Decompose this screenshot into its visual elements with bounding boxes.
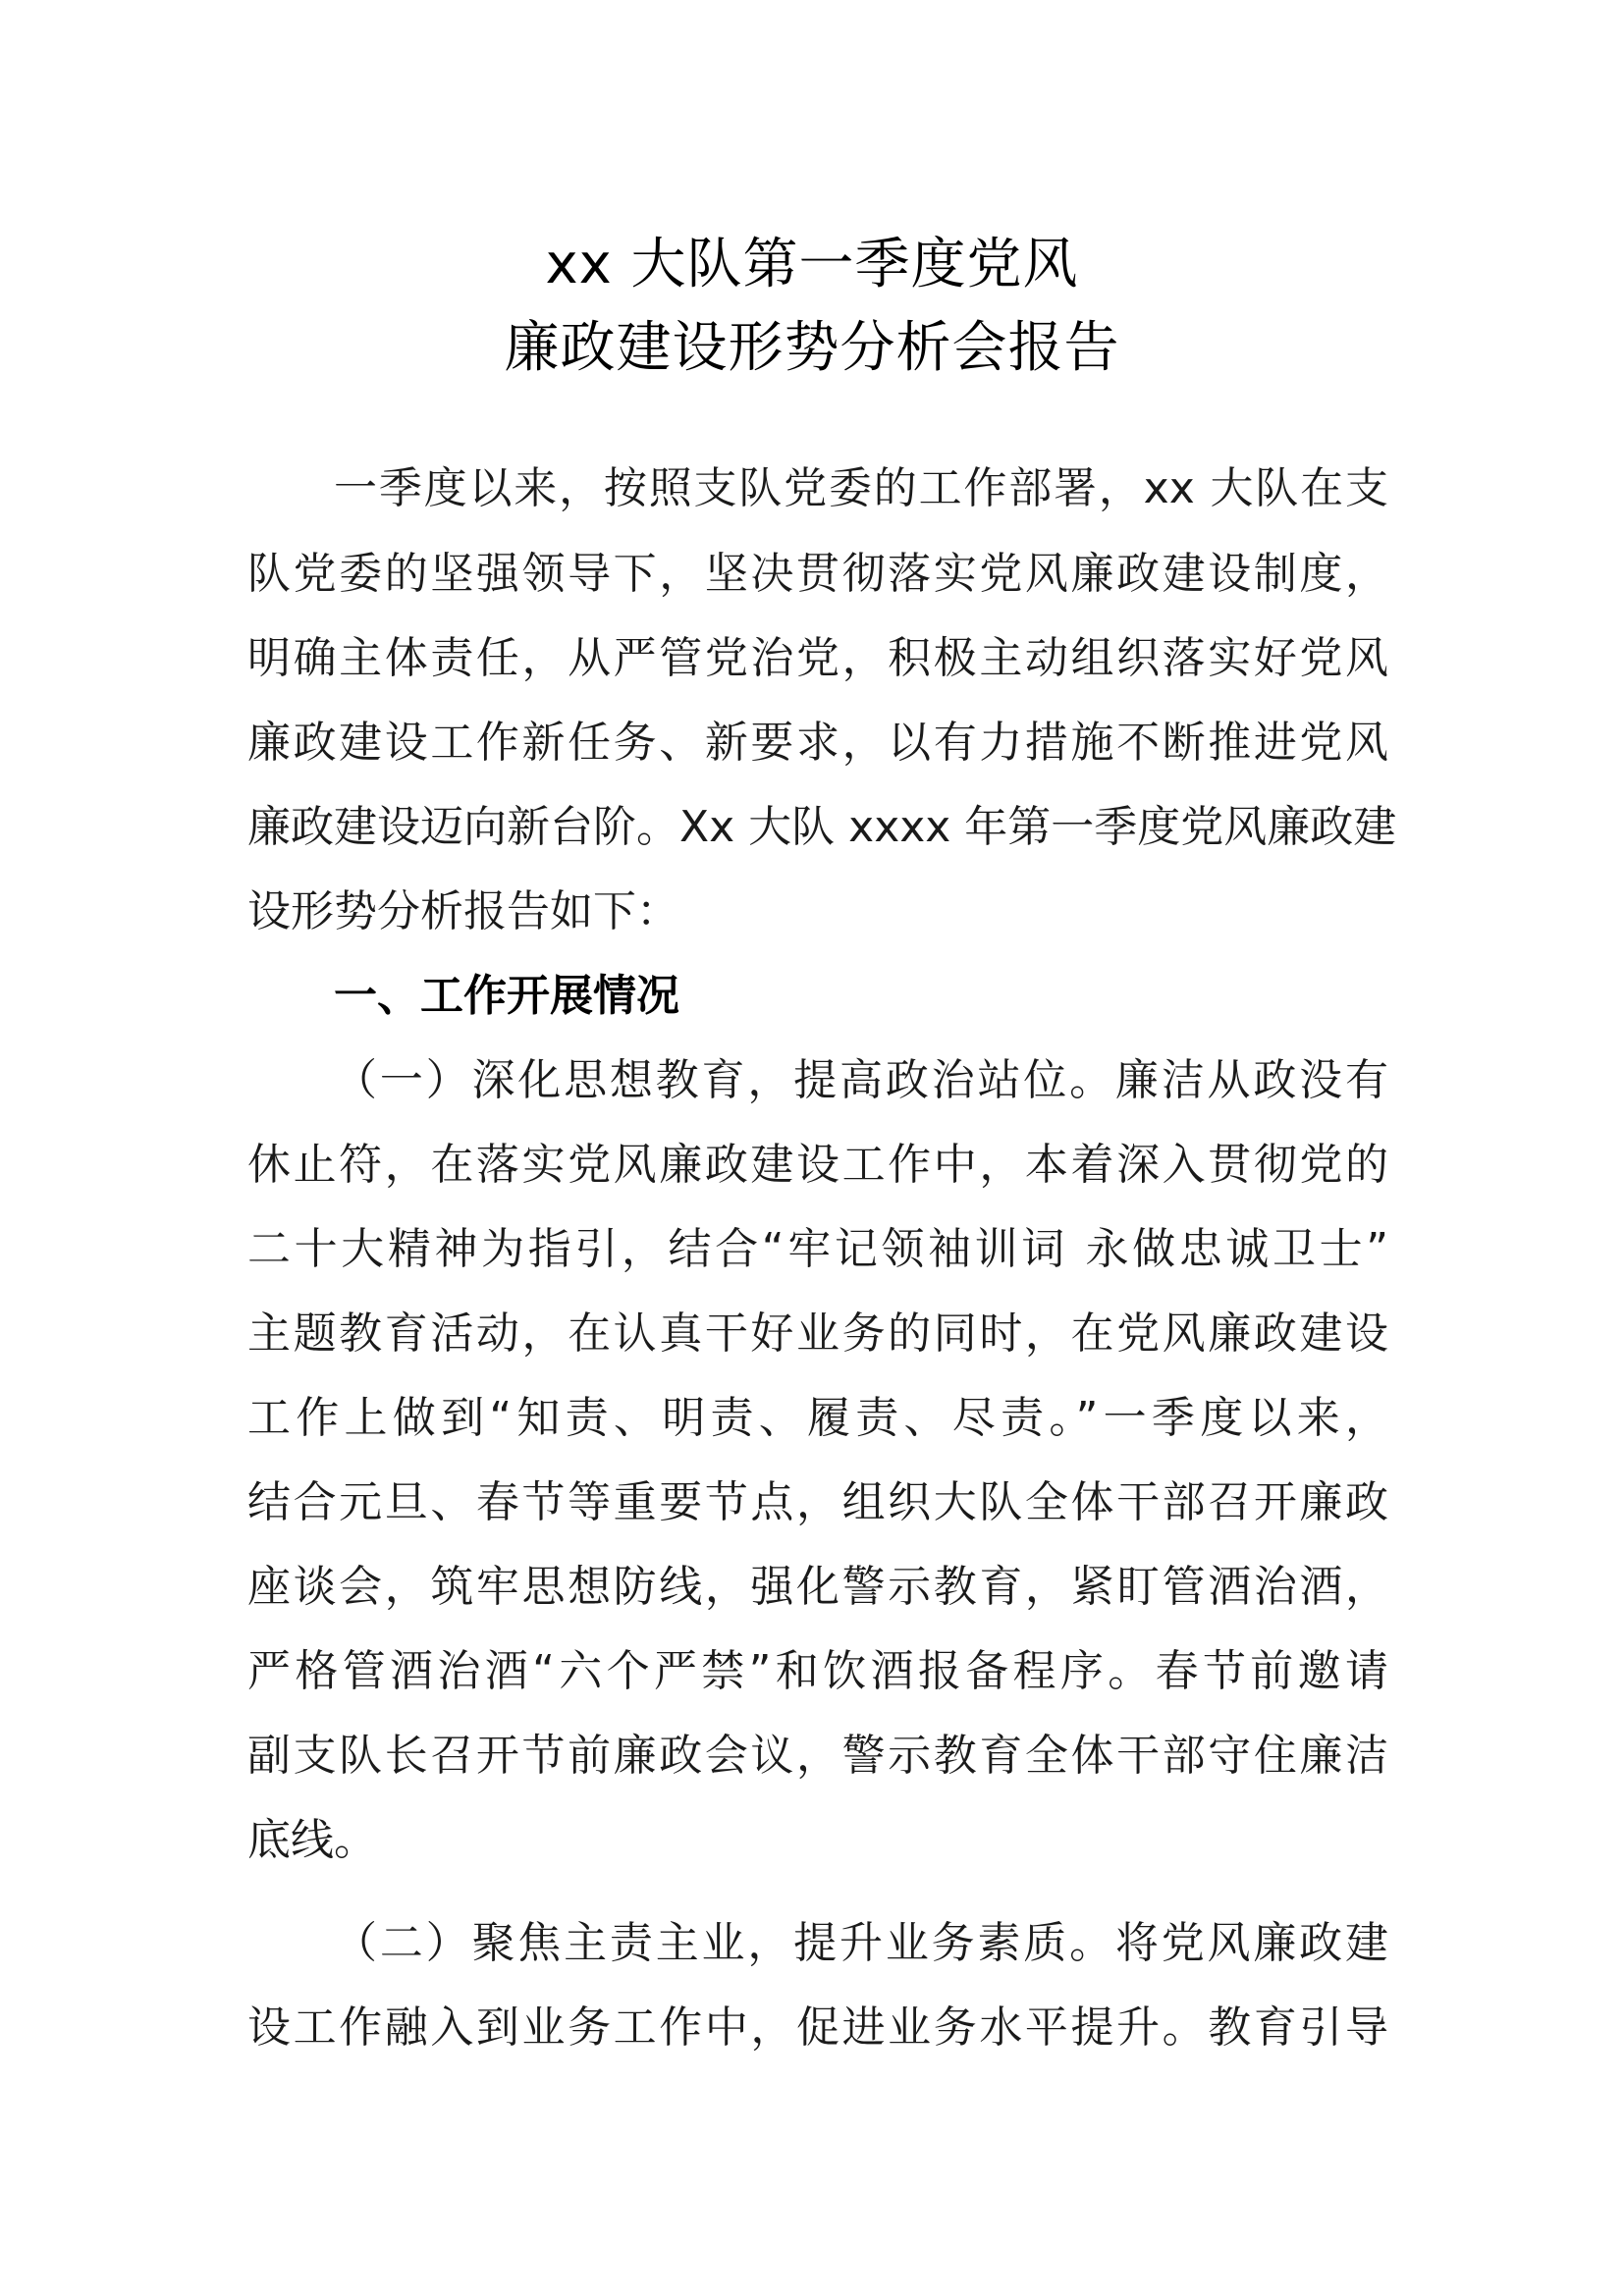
paragraph-line: 结合元旦、春节等重要节点，组织大队全体干部召开廉政 — [247, 1477, 1388, 1527]
paragraph-line: 工作上做到“知责、明责、履责、尽责。”一季度以来， — [247, 1393, 1388, 1443]
section-heading: 一、工作开展情况 — [334, 971, 679, 1021]
paragraph-line: 明确主体责任，从严管党治党，积极主动组织落实好党风 — [247, 633, 1388, 683]
paragraph-line: 主题教育活动，在认真干好业务的同时，在党风廉政建设 — [247, 1308, 1388, 1359]
paragraph-line: 设工作融入到业务工作中，促进业务水平提升。教育引导 — [247, 2002, 1388, 2053]
paragraph-line: 底线。 — [247, 1815, 377, 1865]
paragraph-line: 一季度以来，按照支队党委的工作部署，xx 大队在支 — [334, 463, 1388, 513]
paragraph-line: 队党委的坚强领导下，坚决贯彻落实党风廉政建设制度， — [247, 549, 1388, 599]
paragraph-line: 二十大精神为指引，结合“牢记领袖训词 永做忠诚卫士” — [247, 1224, 1388, 1274]
paragraph-line: 严格管酒治酒“六个严禁”和饮酒报备程序。春节前邀请 — [247, 1646, 1388, 1696]
paragraph-line: 座谈会，筑牢思想防线，强化警示教育，紧盯管酒治酒， — [247, 1562, 1388, 1612]
paragraph-line: 休止符，在落实党风廉政建设工作中，本着深入贯彻党的 — [247, 1140, 1388, 1190]
paragraph-line: （一）深化思想教育，提高政治站位。廉洁从政没有 — [334, 1055, 1388, 1105]
title-line-1: xx 大队第一季度党风 — [545, 233, 1079, 296]
paragraph-line: 设形势分析报告如下： — [247, 886, 679, 936]
paragraph-line: 副支队长召开节前廉政会议，警示教育全体干部守住廉洁 — [247, 1731, 1388, 1781]
paragraph-line: 廉政建设工作新任务、新要求，以有力措施不断推进党风 — [247, 718, 1388, 768]
paragraph-line: （二）聚焦主责主业，提升业务素质。将党风廉政建 — [334, 1918, 1388, 1968]
title-line-2: 廉政建设形势分析会报告 — [504, 316, 1120, 380]
paragraph-line: 廉政建设迈向新台阶。Xx 大队 xxxx 年第一季度党风廉政建 — [247, 802, 1397, 852]
